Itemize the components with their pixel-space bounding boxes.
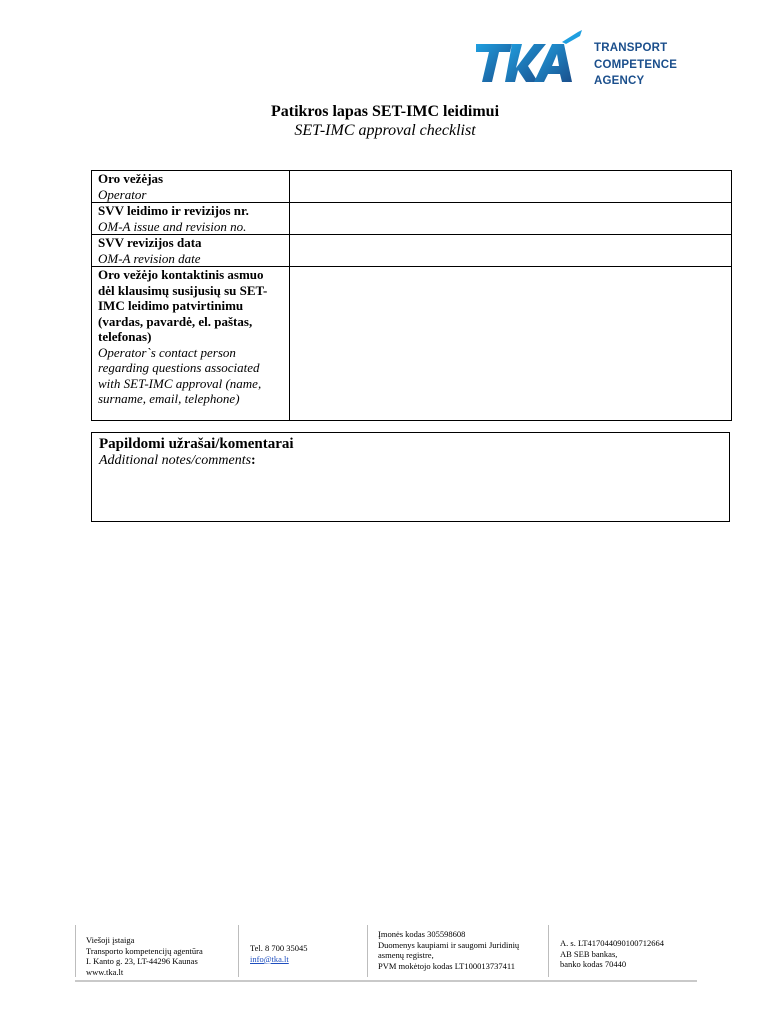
footer-bank-line: banko kodas 70440 — [560, 959, 627, 969]
checklist-table — [91, 170, 732, 421]
footer-org-line: www.tka.lt — [86, 966, 124, 977]
table-row — [92, 235, 732, 267]
footer-email-link[interactable]: info@tka.lt — [250, 953, 289, 964]
footer-registry — [367, 925, 547, 977]
label-en: Operator`s contact person regarding questions associated with SET-IMC approval (name, surname, email, telephone) — [98, 344, 262, 406]
label-en: Operator — [98, 186, 147, 202]
footer-bank — [548, 925, 697, 977]
tka-logo — [474, 30, 684, 90]
tka-logo-text — [594, 40, 677, 90]
logo-line-3: AGENCY — [594, 75, 645, 87]
table-row — [92, 267, 732, 421]
tka-logo-mark — [474, 30, 592, 88]
field-label-om-a-date — [92, 235, 290, 267]
footer-registry-line: asmenų registre, — [378, 950, 434, 960]
field-label-contact — [92, 267, 290, 421]
footer-contact — [238, 925, 366, 977]
label-lt: SVV revizijos data — [98, 235, 202, 250]
field-label-operator — [92, 171, 290, 203]
logo-line-2: COMPETENCE — [594, 58, 678, 71]
footer-phone: Tel. 8 700 35045 — [250, 943, 308, 953]
operator-field[interactable] — [290, 171, 732, 203]
field-label-om-a-issue — [92, 203, 290, 235]
footer-registry-line: Įmonės kodas 305598608 — [378, 929, 466, 939]
page-footer — [75, 925, 697, 982]
footer-org-line: Viešoji įstaiga — [86, 935, 135, 945]
footer-registry-line: Duomenys kaupiami ir saugomi Juridinių — [378, 939, 520, 950]
footer-registry-line: PVM mokėtojo kodas LT100013737411 — [378, 960, 516, 971]
label-en: OM-A issue and revision no. — [98, 218, 247, 234]
footer-org — [75, 925, 237, 977]
footer-org-line: Transporto kompetencijų agentūra — [86, 945, 203, 956]
footer-bank-line: AB SEB bankas, — [560, 948, 618, 959]
label-lt: Oro vežėjas — [98, 171, 164, 186]
page-subtitle: SET-IMC approval checklist — [294, 122, 476, 139]
om-a-date-field[interactable] — [290, 235, 732, 267]
notes-label-en — [99, 453, 729, 469]
notes-label-lt: Papildomi užrašai/komentarai — [99, 436, 294, 452]
label-en: OM-A revision date — [98, 250, 201, 266]
notes-colon: : — [251, 453, 256, 468]
contact-person-field[interactable] — [290, 267, 732, 421]
footer-org-line: I. Kanto g. 23, LT-44296 Kaunas — [86, 956, 198, 966]
footer-bank-line: A. s. LT417044090100712664 — [560, 938, 665, 948]
notes-box[interactable] — [91, 432, 730, 522]
table-row — [92, 171, 732, 203]
logo-line-1: TRANSPORT — [594, 42, 668, 54]
label-lt: SVV leidimo ir revizijos nr. — [98, 203, 249, 218]
om-a-issue-field[interactable] — [290, 203, 732, 235]
notes-label-en-text: Additional notes/comments — [99, 453, 252, 468]
label-lt: Oro vežėjo kontaktinis asmuo dėl klausimų susijusių su SET-IMC leidimo patvirtinimu (vardas, pavardė, el. paštas, telefonas) — [98, 267, 268, 344]
page-title: Patikros lapas SET-IMC leidimui — [270, 103, 500, 120]
table-row — [92, 203, 732, 235]
